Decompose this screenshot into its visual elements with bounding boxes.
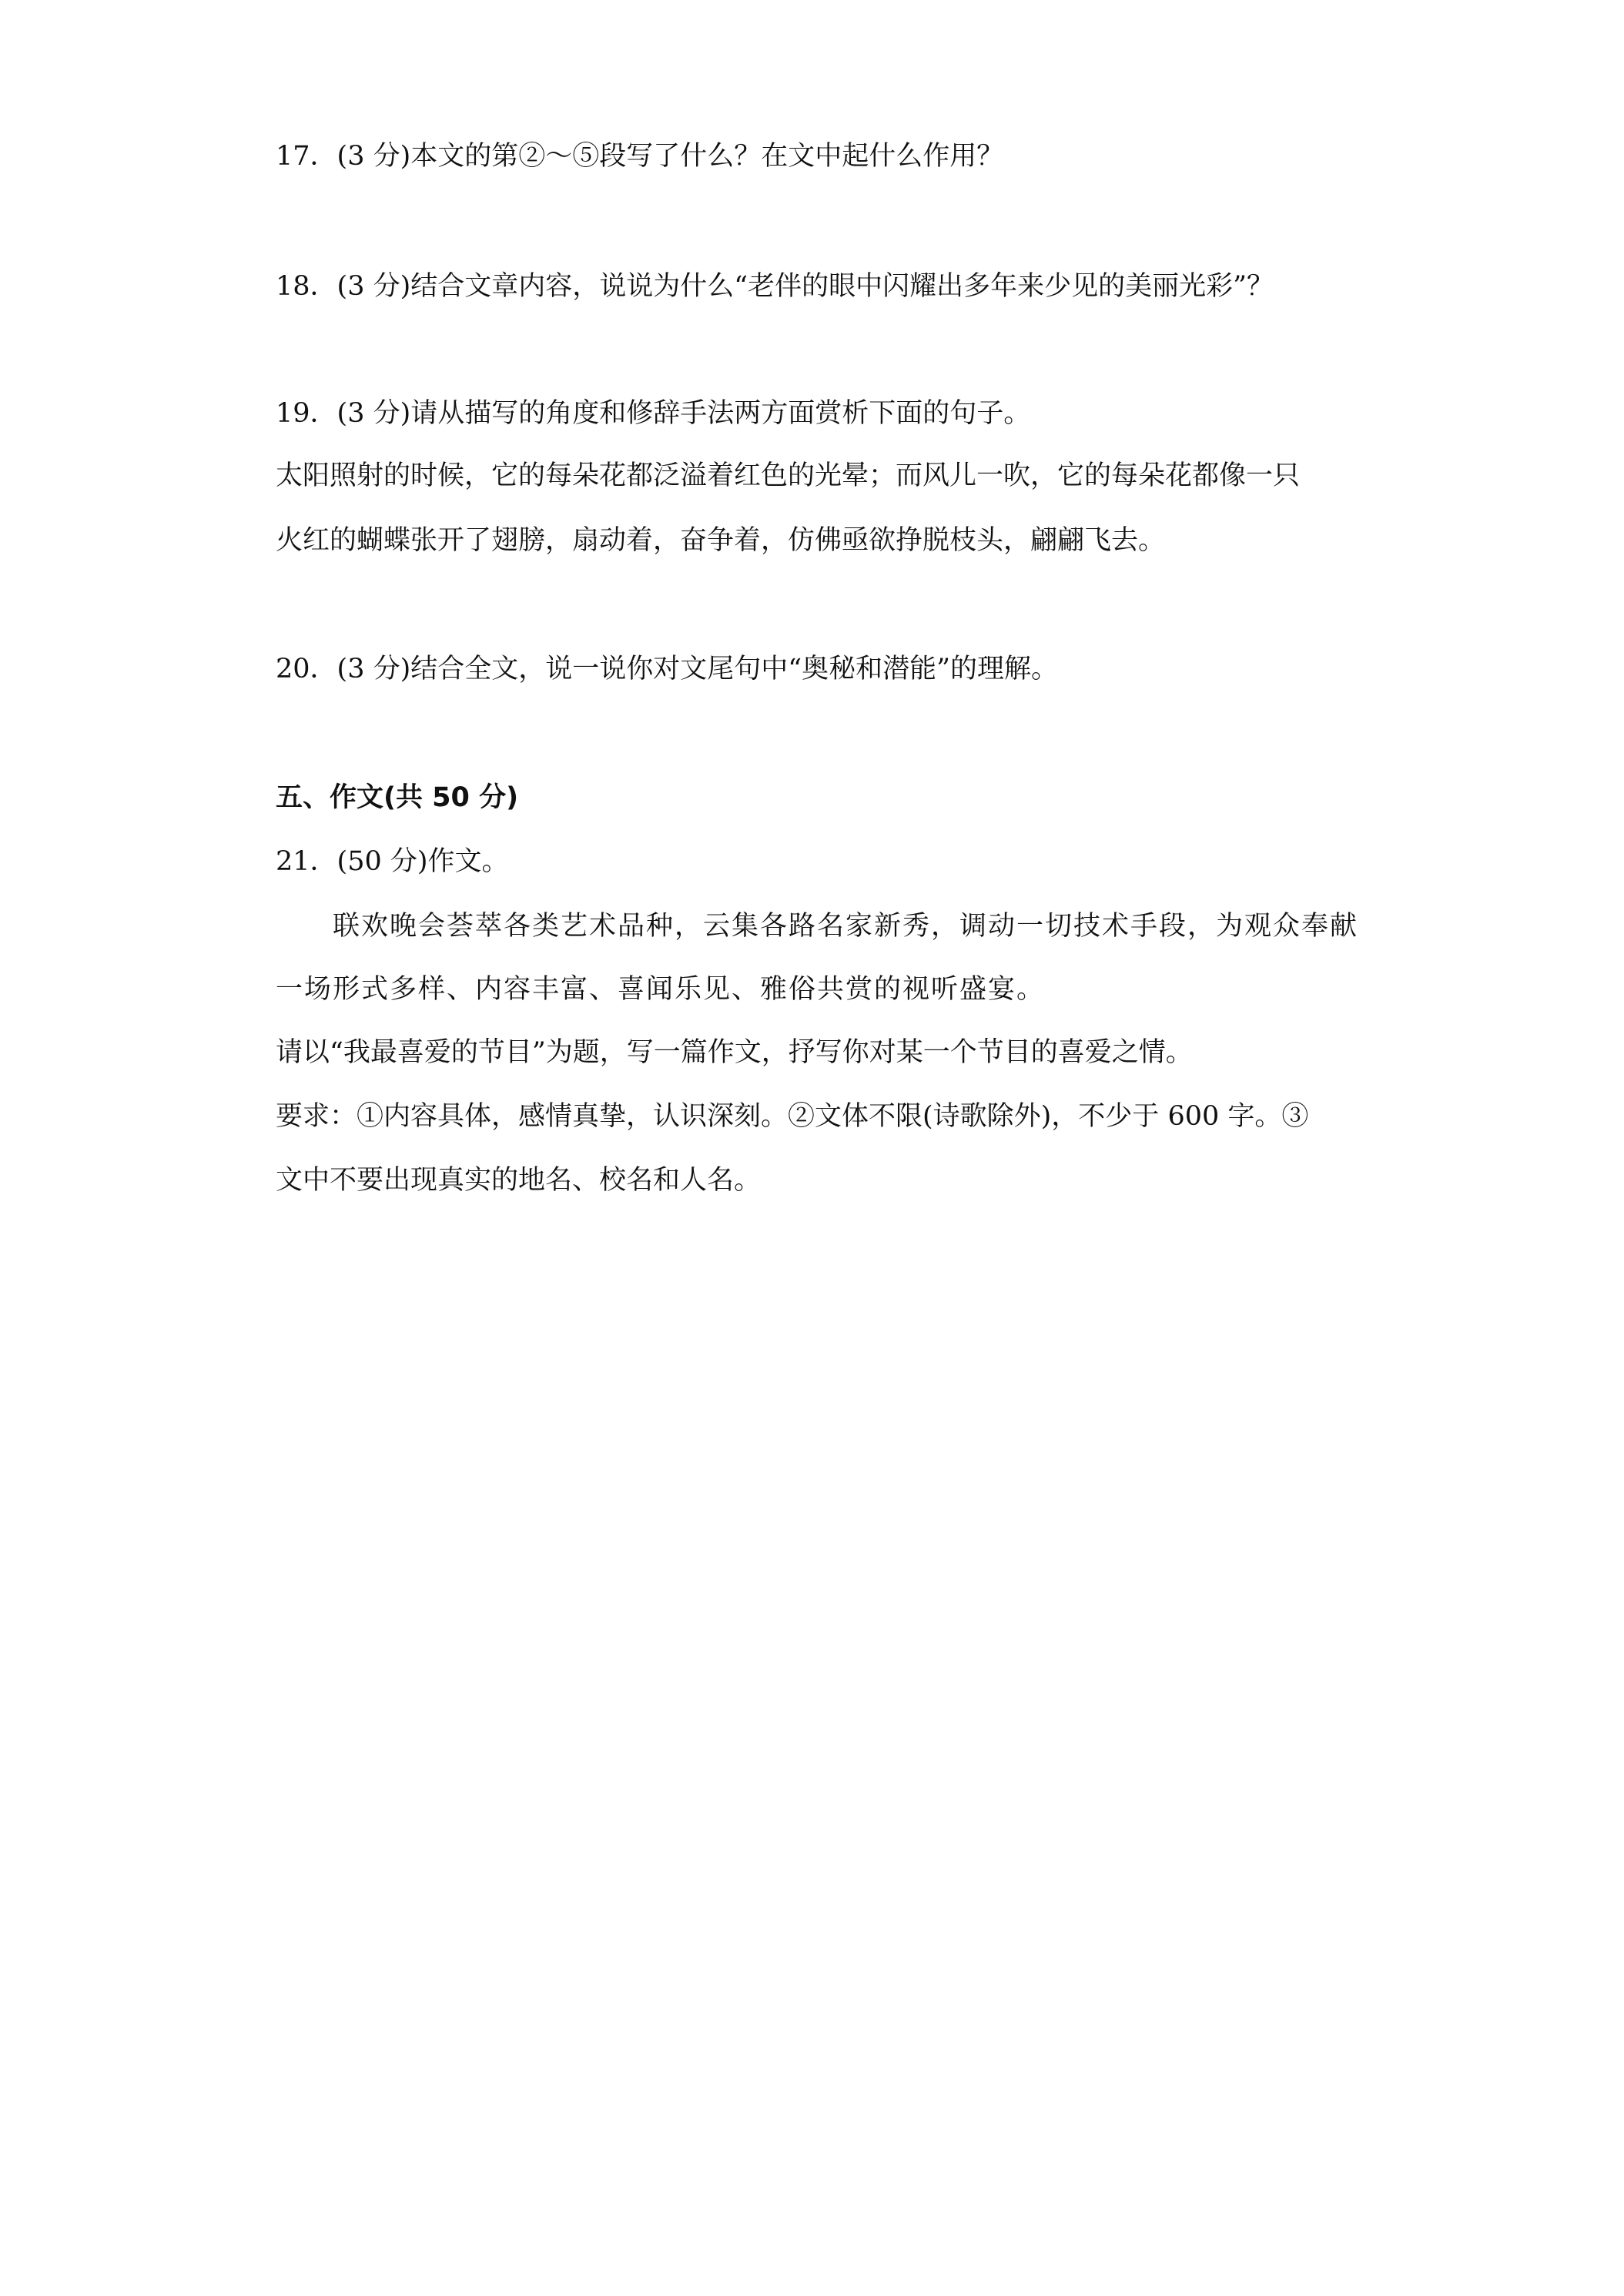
question-18: 18．(3 分)结合文章内容，说说为什么“老伴的眼中闪耀出多年来少见的美丽光彩”？ — [276, 271, 1274, 302]
question-20: 20．(3 分)结合全文，说一说你对文尾句中“奥秘和潜能”的理解。 — [276, 654, 1059, 684]
question-19-quote-line-1: 太阳照射的时候，它的每朵花都泛溢着红色的光晕；而风儿一吹，它的每朵花都像一只 — [276, 460, 1301, 491]
requirements-line-1: 要求：①内容具体，感情真挚，认识深刻。②文体不限(诗歌除外)，不少于 600 字。③ — [276, 1101, 1309, 1132]
section-five-heading: 五、作文(共 50 分) — [276, 782, 519, 813]
question-17: 17．(3 分)本文的第②～⑤段写了什么？在文中起什么作用？ — [276, 141, 1004, 172]
question-21: 21．(50 分)作文。 — [276, 846, 509, 877]
requirements-line-2: 文中不要出现真实的地名、校名和人名。 — [276, 1165, 762, 1196]
material-line-1: 联欢晚会荟萃各类艺术品种，云集各路名家新秀，调动一切技术手段，为观众奉献 — [333, 911, 1359, 942]
material-line-2: 一场形式多样、内容丰富、喜闻乐见、雅俗共赏的视听盛宴。 — [276, 974, 1046, 1005]
question-19-quote-line-2: 火红的蝴蝶张开了翅膀，扇动着，奋争着，仿佛亟欲挣脱枝头，翩翩飞去。 — [276, 525, 1166, 556]
essay-prompt: 请以“我最喜爱的节目”为题，写一篇作文，抒写你对某一个节目的喜爱之情。 — [276, 1037, 1193, 1068]
question-19: 19．(3 分)请从描写的角度和修辞手法两方面赏析下面的句子。 — [276, 398, 1031, 429]
